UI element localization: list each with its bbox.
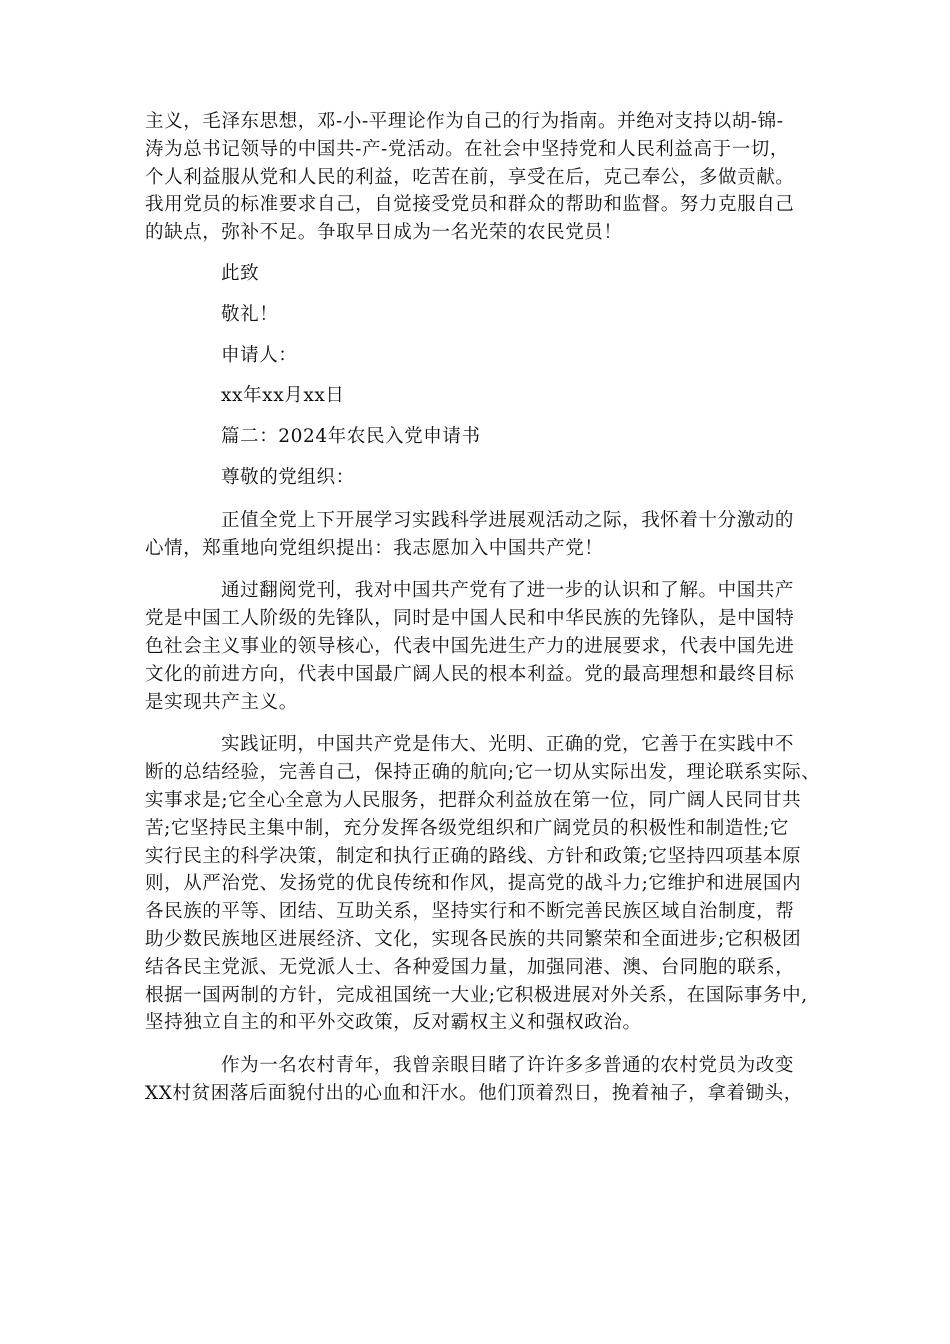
paragraph-understanding [145, 577, 815, 716]
text-line: 根据一国两制的方针，完成祖国统一大业;它积极进展对外关系，在国际事务中, [145, 984, 808, 1006]
paragraph-intro [145, 507, 815, 563]
text-line: 色社会主义事业的领导核心，代表中国先进生产力的进展要求，代表中国先进 [145, 635, 795, 657]
text-line: 心情，郑重地向党组织提出：我志愿加入中国共产党！ [145, 537, 604, 559]
paragraph-practice [145, 731, 821, 1037]
text-line: 个人利益服从党和人民的利益，吃苦在前，享受在后，克己奉公，多做贡献。 [145, 166, 795, 188]
text-line: 申请人： [221, 344, 298, 366]
closing-salutation [145, 260, 815, 288]
text-line: 助少数民族地区进展经济、文化，实现各民族的共同繁荣和全面进步;它积极团 [145, 928, 802, 950]
text-line: 实行民主的科学决策，制定和执行正确的路线、方针和政策;它坚持四项基本原 [145, 845, 802, 867]
closing-respect [145, 301, 815, 329]
text-line: 实践证明，中国共产党是伟大、光明、正确的党，它善于在实践中不 [221, 734, 795, 756]
paragraph-rural-youth [145, 1052, 815, 1108]
text-line: 的缺点，弥补不足。争取早日成为一名光荣的农民党员！ [145, 222, 623, 244]
text-line: 作为一名农村青年，我曾亲眼目睹了许许多多普通的农村党员为改变 [221, 1055, 795, 1077]
text-line: 涛为总书记领导的中国共-产-党活动。在社会中坚持党和人民利益高于一切， [145, 138, 790, 160]
text-line: 我用党员的标准要求自己，自觉接受党员和群众的帮助和监督。努力克服自己 [145, 194, 795, 216]
text-line: 篇二：2024年农民入党申请书 [221, 426, 481, 448]
text-line: 通过翻阅党刊，我对中国共产党有了进一步的认识和了解。中国共产 [221, 580, 795, 602]
text-line: 主义，毛泽东思想，邓-小-平理论作为自己的行为指南。并绝对支持以胡-锦- [145, 111, 784, 132]
text-line: 文化的前进方向，代表中国最广阔人民的根本利益。党的最高理想和最终目标 [145, 663, 795, 685]
date-line [145, 382, 815, 410]
text-line: 是实现共产主义。 [145, 691, 298, 713]
paragraph-pledge-continued [145, 108, 815, 247]
text-line: XX村贫困落后面貌付出的心血和汗水。他们顶着烈日，挽着袖子，拿着锄头， [145, 1082, 803, 1104]
text-line: 尊敬的党组织： [221, 466, 355, 488]
text-line: 实事求是;它全心全意为人民服务，把群众利益放在第一位，同广阔人民同甘共 [145, 789, 802, 811]
text-line: 各民族的平等、团结、互助关系，坚持实行和不断完善民族区域自治制度，帮 [145, 901, 795, 923]
text-line: 则，从严治党、发扬党的优良传统和作风，提高党的战斗力;它维护和进展国内 [145, 873, 802, 895]
text-line: 结各民主党派、无党派人士、各种爱国力量，加强同港、澳、台同胞的联系， [145, 956, 795, 978]
text-line: 党是中国工人阶级的先锋队，同时是中国人民和中华民族的先锋队，是中国特 [145, 608, 795, 630]
text-line: 正值全党上下开展学习实践科学进展观活动之际，我怀着十分激动的 [221, 509, 795, 531]
text-line: xx年xx月xx日 [221, 385, 345, 407]
text-line: 敬礼！ [221, 303, 279, 325]
greeting [145, 464, 815, 492]
text-line: 坚持独立自主的和平外交政策，反对霸权主义和强权政治。 [145, 1012, 642, 1034]
section-heading [145, 423, 815, 451]
document-page [145, 108, 821, 1108]
applicant-label [145, 342, 815, 370]
text-line: 此致 [221, 262, 260, 284]
text-line: 苦;它坚持民主集中制，充分发挥各级党组织和广阔党员的积极性和制造性;它 [145, 817, 789, 839]
text-line: 断的总结经验，完善自己，保持正确的航向;它一切从实际出发，理论联系实际、 [145, 762, 821, 784]
